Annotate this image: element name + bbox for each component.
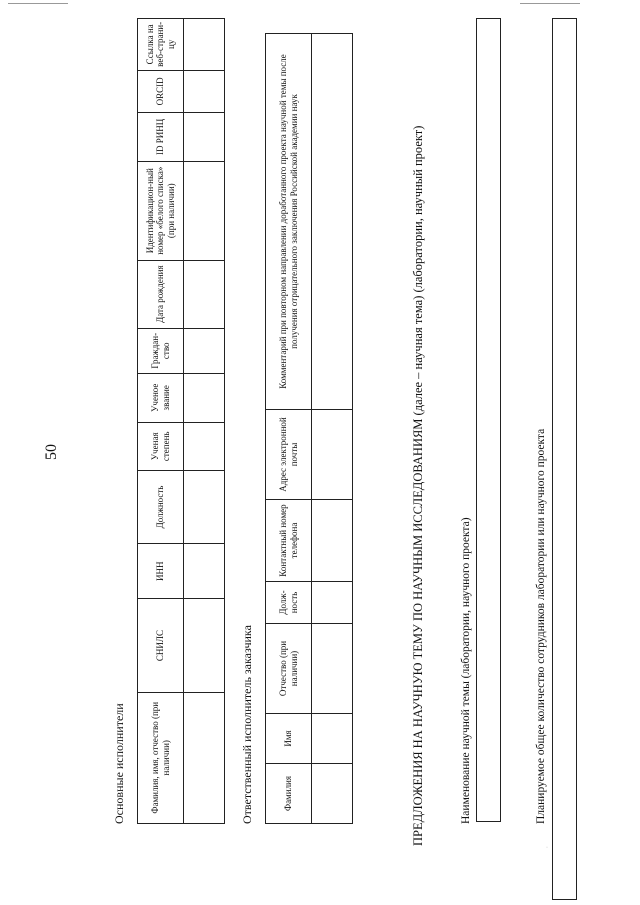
col-birth-date: Дата рождения (138, 260, 184, 328)
cell-resp-position[interactable] (312, 582, 353, 624)
main-executors-table (137, 18, 225, 824)
col-first-name: Имя (266, 714, 312, 764)
col-orcid: ORCID (138, 70, 184, 112)
cell-position[interactable] (184, 471, 225, 544)
cell-citizenship[interactable] (184, 328, 225, 374)
responsible-executor-table-wrap (265, 33, 353, 824)
col-surname: Фамилия (266, 764, 312, 824)
topic-name-field[interactable] (476, 18, 501, 822)
staff-count-label: Планируемое общее количество сотрудников лаборатории или научного проекта (535, 428, 547, 824)
cell-email[interactable] (312, 410, 353, 500)
col-snils: СНИЛС (138, 599, 184, 692)
staff-count-field[interactable] (552, 18, 577, 900)
col-web-page: Ссылка на веб-страни-цу (138, 19, 184, 71)
cell-rinc-id[interactable] (184, 113, 225, 162)
col-citizenship: Граждан-ство (138, 328, 184, 374)
col-academic-title: Ученое звание (138, 374, 184, 423)
responsible-executor-table (265, 33, 353, 824)
cell-comment[interactable] (312, 34, 353, 410)
col-comment: Комментарий при повторном направлении доработанного проекта научной темы после получения отрицательного заключения Российской академии наук (266, 34, 312, 410)
cell-phone[interactable] (312, 500, 353, 582)
topic-name-label: Наименование научной темы (лаборатории, научного проекта) (460, 517, 472, 824)
main-executors-table-wrap (137, 18, 225, 824)
page-number: 50 (43, 444, 60, 460)
col-inn: ИНН (138, 543, 184, 599)
cell-snils[interactable] (184, 599, 225, 692)
cell-orcid[interactable] (184, 70, 225, 112)
col-phone: Контактный номер телефона (266, 500, 312, 582)
table-row (312, 34, 353, 824)
proposals-heading: ПРЕДЛОЖЕНИЯ НА НАУЧНУЮ ТЕМУ ПО НАУЧНЫМ ИССЛЕДОВАНИЯМ (далее – научная тема) (лаборатории, научный проект) (411, 125, 425, 846)
cell-first-name[interactable] (312, 714, 353, 764)
col-full-name: Фамилия, имя, отчество (при наличии) (138, 692, 184, 823)
col-white-list-id: Идентификацион-ный номер «белого списка» (при наличии) (138, 161, 184, 260)
cell-surname[interactable] (312, 764, 353, 824)
cell-degree[interactable] (184, 422, 225, 471)
cell-academic-title[interactable] (184, 374, 225, 423)
responsible-executor-title: Ответственный исполнитель заказчика (240, 625, 254, 824)
cell-birth-date[interactable] (184, 260, 225, 328)
col-resp-position: Долж-ность (266, 582, 312, 624)
main-executors-title: Основные исполнители (112, 703, 126, 824)
cell-inn[interactable] (184, 543, 225, 599)
scan-mark-icon: · (546, 845, 548, 851)
table-row (184, 19, 225, 824)
col-patronymic: Отчество (при наличии) (266, 624, 312, 714)
cell-web-page[interactable] (184, 19, 225, 71)
col-rinc-id: ID РИНЦ (138, 113, 184, 162)
top-edge-rule-left (8, 3, 68, 4)
cell-white-list-id[interactable] (184, 161, 225, 260)
cell-full-name[interactable] (184, 692, 225, 823)
top-edge-rule-right (520, 3, 580, 4)
col-position: Должность (138, 471, 184, 544)
cell-patronymic[interactable] (312, 624, 353, 714)
col-email: Адрес электронной почты (266, 410, 312, 500)
col-degree: Ученая степень (138, 422, 184, 471)
